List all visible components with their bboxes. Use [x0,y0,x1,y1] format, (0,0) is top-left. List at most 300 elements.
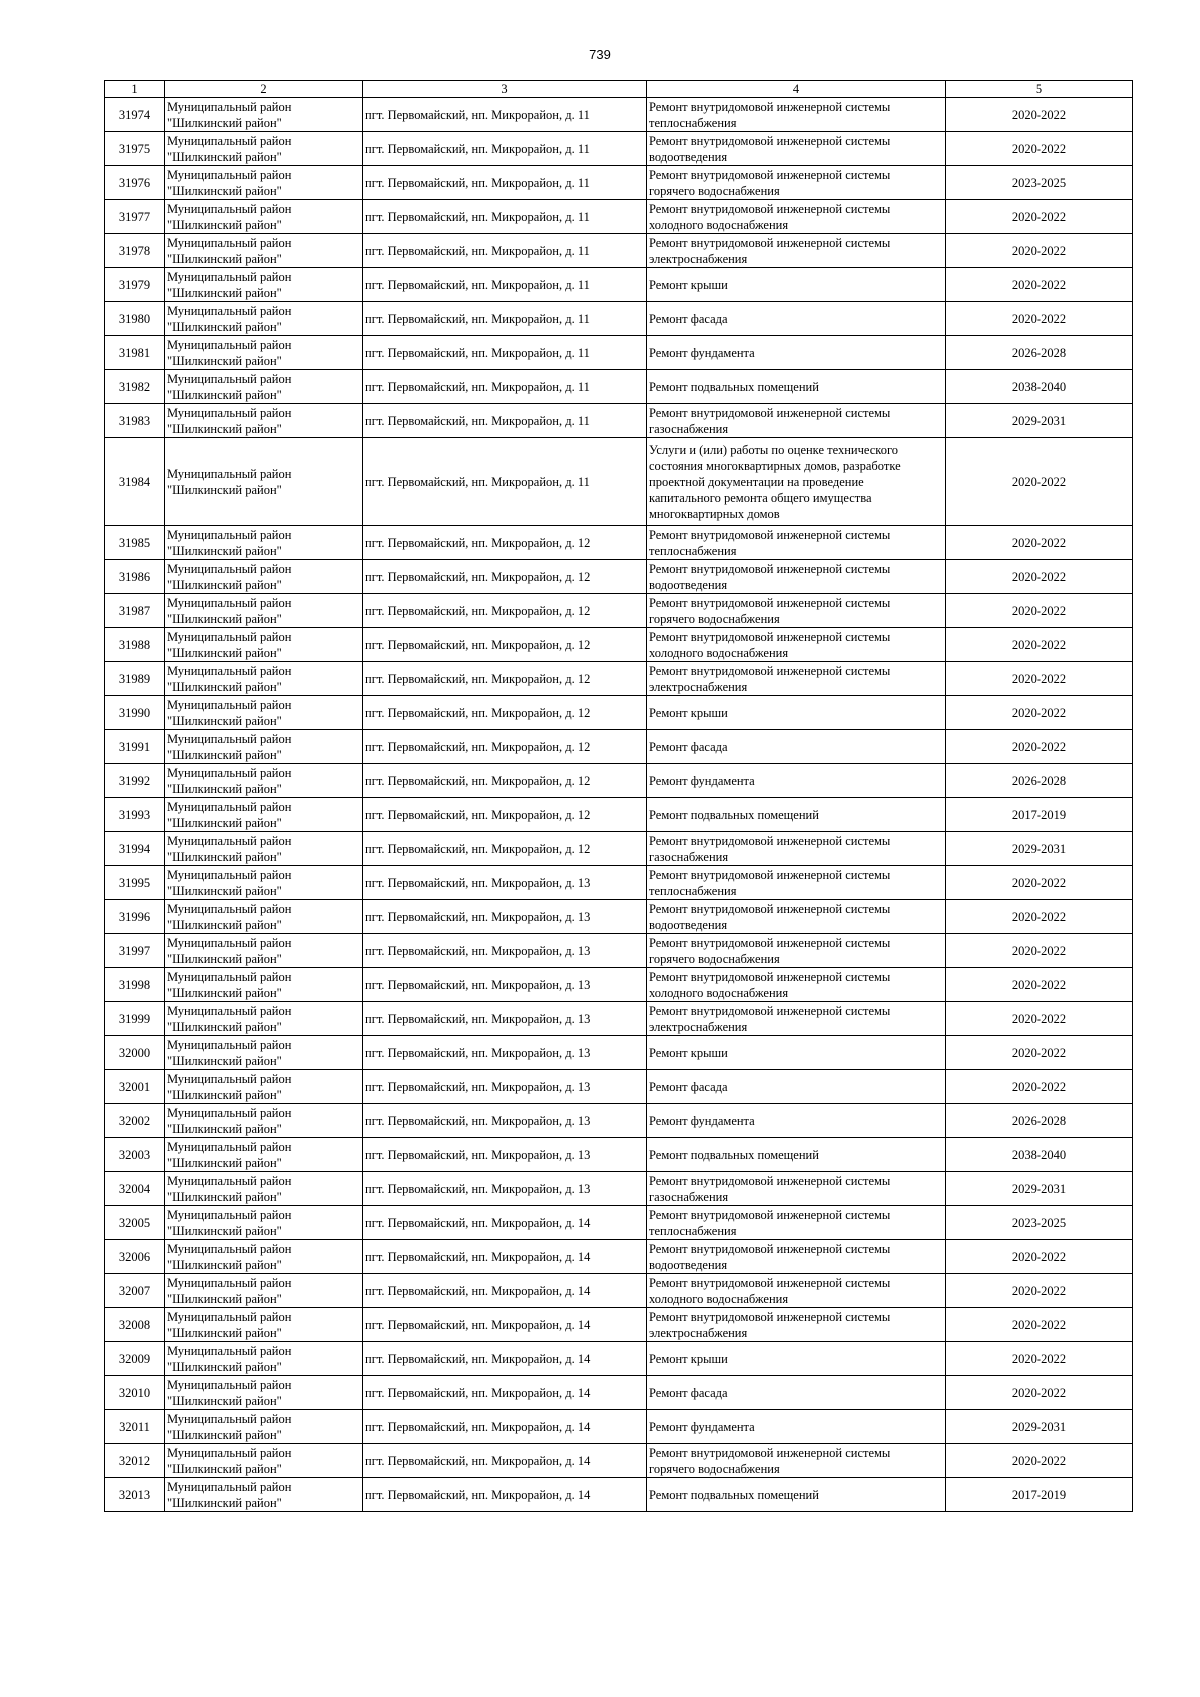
period-cell: 2020-2022 [946,1444,1133,1478]
header-cell: 3 [363,81,647,98]
work-type-cell [647,526,946,560]
work-type-cell [647,438,946,526]
cell-line: "Шилкинский район" [167,713,282,728]
municipality-cell [165,764,363,798]
cell-line: Муниципальный район [167,1445,292,1460]
work-type-cell [647,730,946,764]
cell-line: электроснабжения [649,1325,748,1340]
work-type-cell [647,1410,946,1444]
cell-line: Муниципальный район [167,765,292,780]
cell-line: состояния многоквартирных домов, разработке [649,458,901,473]
period-cell: 2020-2022 [946,526,1133,560]
address-cell: пгт. Первомайский, нп. Микрорайон, д. 11 [363,132,647,166]
cell-line: "Шилкинский район" [167,1087,282,1102]
work-type-cell [647,696,946,730]
cell-line: Муниципальный район [167,799,292,814]
address-cell: пгт. Первомайский, нп. Микрорайон, д. 14 [363,1308,647,1342]
work-type-cell [647,370,946,404]
address-cell: пгт. Первомайский, нп. Микрорайон, д. 14 [363,1342,647,1376]
address-cell: пгт. Первомайский, нп. Микрорайон, д. 11 [363,268,647,302]
municipality-cell [165,98,363,132]
table-row [105,1376,1133,1410]
table-row [105,200,1133,234]
address-cell: пгт. Первомайский, нп. Микрорайон, д. 14 [363,1410,647,1444]
address-cell: пгт. Первомайский, нп. Микрорайон, д. 12 [363,628,647,662]
cell-line: "Шилкинский район" [167,1121,282,1136]
table-row [105,1444,1133,1478]
municipality-cell [165,1070,363,1104]
row-number-cell: 32012 [105,1444,165,1478]
work-type-cell [647,1478,946,1512]
cell-line: "Шилкинский район" [167,951,282,966]
period-cell: 2026-2028 [946,336,1133,370]
cell-line: электроснабжения [649,1019,748,1034]
table-row [105,438,1133,526]
row-number-cell: 31993 [105,798,165,832]
address-cell: пгт. Первомайский, нп. Микрорайон, д. 12 [363,832,647,866]
cell-line: Ремонт внутридомовой инженерной системы [649,867,891,882]
cell-line: "Шилкинский район" [167,611,282,626]
period-cell: 2020-2022 [946,1036,1133,1070]
cell-line: Муниципальный район [167,1479,292,1494]
row-number-cell: 31978 [105,234,165,268]
cell-line: "Шилкинский район" [167,1325,282,1340]
work-type-cell [647,1274,946,1308]
table-row [105,730,1133,764]
work-type-cell [647,1002,946,1036]
cell-line: Муниципальный район [167,1343,292,1358]
cell-line: "Шилкинский район" [167,1155,282,1170]
cell-line: "Шилкинский район" [167,917,282,932]
address-cell: пгт. Первомайский, нп. Микрорайон, д. 13 [363,934,647,968]
cell-line: "Шилкинский район" [167,985,282,1000]
work-type-cell [647,404,946,438]
row-number-cell: 32010 [105,1376,165,1410]
cell-line: "Шилкинский район" [167,1427,282,1442]
row-number-cell: 31976 [105,166,165,200]
cell-line: "Шилкинский район" [167,883,282,898]
table-row [105,1036,1133,1070]
cell-line: горячего водоснабжения [649,1461,780,1476]
work-type-cell [647,866,946,900]
row-number-cell: 31991 [105,730,165,764]
row-number-cell: 31981 [105,336,165,370]
row-number-cell: 32008 [105,1308,165,1342]
period-cell: 2020-2022 [946,934,1133,968]
row-number-cell: 31994 [105,832,165,866]
period-cell: 2029-2031 [946,1172,1133,1206]
cell-line: капитального ремонта общего имущества [649,490,872,505]
table-row [105,628,1133,662]
cell-line: "Шилкинский район" [167,1189,282,1204]
address-cell: пгт. Первомайский, нп. Микрорайон, д. 12 [363,526,647,560]
header-cell: 1 [105,81,165,98]
cell-line: Ремонт подвальных помещений [649,1487,819,1502]
period-cell: 2020-2022 [946,268,1133,302]
cell-line: Ремонт фасада [649,311,728,326]
table-row [105,98,1133,132]
row-number-cell: 31975 [105,132,165,166]
cell-line: водоотведения [649,149,728,164]
cell-line: водоотведения [649,577,728,592]
table-row [105,798,1133,832]
row-number-cell: 31998 [105,968,165,1002]
period-cell: 2029-2031 [946,1410,1133,1444]
table-row [105,1070,1133,1104]
period-cell: 2020-2022 [946,968,1133,1002]
cell-line: Ремонт фундамента [649,1113,755,1128]
row-number-cell: 31987 [105,594,165,628]
period-cell: 2023-2025 [946,166,1133,200]
cell-line: Муниципальный район [167,1139,292,1154]
address-cell: пгт. Первомайский, нп. Микрорайон, д. 14 [363,1478,647,1512]
cell-line: теплоснабжения [649,115,737,130]
municipality-cell [165,1206,363,1240]
period-cell: 2017-2019 [946,798,1133,832]
cell-line: Ремонт фундамента [649,345,755,360]
municipality-cell [165,404,363,438]
cell-line: "Шилкинский район" [167,115,282,130]
municipality-cell [165,526,363,560]
cell-line: Муниципальный район [167,1037,292,1052]
row-number-cell: 31974 [105,98,165,132]
row-number-cell: 32002 [105,1104,165,1138]
address-cell: пгт. Первомайский, нп. Микрорайон, д. 13 [363,866,647,900]
row-number-cell: 32011 [105,1410,165,1444]
cell-line: "Шилкинский район" [167,1291,282,1306]
municipality-cell [165,1240,363,1274]
cell-line: Муниципальный район [167,867,292,882]
row-number-cell: 31980 [105,302,165,336]
address-cell: пгт. Первомайский, нп. Микрорайон, д. 11 [363,98,647,132]
period-cell: 2020-2022 [946,1274,1133,1308]
municipality-cell [165,1410,363,1444]
period-cell: 2023-2025 [946,1206,1133,1240]
cell-line: Ремонт внутридомовой инженерной системы [649,595,891,610]
address-cell: пгт. Первомайский, нп. Микрорайон, д. 14 [363,1376,647,1410]
address-cell: пгт. Первомайский, нп. Микрорайон, д. 12 [363,696,647,730]
cell-line: горячего водоснабжения [649,611,780,626]
municipality-cell [165,302,363,336]
cell-line: Муниципальный район [167,99,292,114]
cell-line: Ремонт подвальных помещений [649,1147,819,1162]
row-number-cell: 31984 [105,438,165,526]
table-row [105,132,1133,166]
period-cell: 2020-2022 [946,1002,1133,1036]
cell-line: Ремонт внутридомовой инженерной системы [649,969,891,984]
cell-line: Муниципальный район [167,561,292,576]
cell-line: Муниципальный район [167,1241,292,1256]
work-type-cell [647,832,946,866]
cell-line: "Шилкинский район" [167,849,282,864]
cell-line: "Шилкинский район" [167,319,282,334]
cell-line: "Шилкинский район" [167,543,282,558]
municipality-cell [165,730,363,764]
municipality-cell [165,166,363,200]
cell-line: Ремонт внутридомовой инженерной системы [649,629,891,644]
cell-line: Муниципальный район [167,1377,292,1392]
work-type-cell [647,1070,946,1104]
municipality-cell [165,968,363,1002]
work-type-cell [647,268,946,302]
period-cell: 2017-2019 [946,1478,1133,1512]
address-cell: пгт. Первомайский, нп. Микрорайон, д. 13 [363,1036,647,1070]
cell-line: Ремонт крыши [649,1045,728,1060]
cell-line: "Шилкинский район" [167,645,282,660]
cell-line: Ремонт фундамента [649,1419,755,1434]
cell-line: Муниципальный район [167,201,292,216]
period-cell: 2020-2022 [946,628,1133,662]
work-type-cell [647,1172,946,1206]
header-cell: 2 [165,81,363,98]
row-number-cell: 32000 [105,1036,165,1070]
municipality-cell [165,1138,363,1172]
address-cell: пгт. Первомайский, нп. Микрорайон, д. 11 [363,336,647,370]
municipality-cell [165,1002,363,1036]
column-number-header [105,81,1133,98]
cell-line: "Шилкинский район" [167,1495,282,1510]
address-cell: пгт. Первомайский, нп. Микрорайон, д. 11 [363,166,647,200]
cell-line: газоснабжения [649,849,729,864]
municipality-cell [165,438,363,526]
address-cell: пгт. Первомайский, нп. Микрорайон, д. 14 [363,1206,647,1240]
period-cell: 2020-2022 [946,730,1133,764]
cell-line: Ремонт внутридомовой инженерной системы [649,901,891,916]
table-row [105,1172,1133,1206]
address-cell: пгт. Первомайский, нп. Микрорайон, д. 11 [363,302,647,336]
row-number-cell: 32004 [105,1172,165,1206]
table-row [105,866,1133,900]
address-cell: пгт. Первомайский, нп. Микрорайон, д. 13 [363,1002,647,1036]
cell-line: Муниципальный район [167,405,292,420]
address-cell: пгт. Первомайский, нп. Микрорайон, д. 11 [363,234,647,268]
cell-line: Муниципальный район [167,1071,292,1086]
work-type-cell [647,1342,946,1376]
row-number-cell: 32009 [105,1342,165,1376]
cell-line: "Шилкинский район" [167,1053,282,1068]
table-row [105,1308,1133,1342]
period-cell: 2020-2022 [946,900,1133,934]
cell-line: Ремонт внутридомовой инженерной системы [649,561,891,576]
table-row [105,302,1133,336]
work-type-cell [647,200,946,234]
work-type-cell [647,968,946,1002]
cell-line: Ремонт внутридомовой инженерной системы [649,201,891,216]
cell-line: "Шилкинский район" [167,679,282,694]
cell-line: "Шилкинский район" [167,353,282,368]
cell-line: холодного водоснабжения [649,985,789,1000]
cell-line: Ремонт внутридомовой инженерной системы [649,1275,891,1290]
address-cell: пгт. Первомайский, нп. Микрорайон, д. 14 [363,1240,647,1274]
cell-line: Муниципальный район [167,167,292,182]
period-cell: 2020-2022 [946,1070,1133,1104]
address-cell: пгт. Первомайский, нп. Микрорайон, д. 12 [363,560,647,594]
period-cell: 2020-2022 [946,234,1133,268]
cell-line: "Шилкинский район" [167,285,282,300]
address-cell: пгт. Первомайский, нп. Микрорайон, д. 12 [363,730,647,764]
period-cell: 2038-2040 [946,1138,1133,1172]
cell-line: водоотведения [649,1257,728,1272]
period-cell: 2029-2031 [946,832,1133,866]
row-number-cell: 31983 [105,404,165,438]
address-cell: пгт. Первомайский, нп. Микрорайон, д. 12 [363,594,647,628]
cell-line: "Шилкинский район" [167,1359,282,1374]
cell-line: Муниципальный район [167,235,292,250]
cell-line: Муниципальный район [167,1207,292,1222]
period-cell: 2026-2028 [946,764,1133,798]
work-type-cell [647,336,946,370]
address-cell: пгт. Первомайский, нп. Микрорайон, д. 13 [363,1070,647,1104]
table-body [105,81,1133,1512]
cell-line: Ремонт крыши [649,277,728,292]
header-cell: 4 [647,81,946,98]
cell-line: Ремонт фундамента [649,773,755,788]
period-cell: 2020-2022 [946,200,1133,234]
period-cell: 2020-2022 [946,696,1133,730]
municipality-cell [165,1172,363,1206]
table-row [105,900,1133,934]
cell-line: "Шилкинский район" [167,251,282,266]
cell-line: Ремонт внутридомовой инженерной системы [649,1309,891,1324]
address-cell: пгт. Первомайский, нп. Микрорайон, д. 11 [363,438,647,526]
work-type-cell [647,764,946,798]
cell-line: Муниципальный район [167,527,292,542]
cell-line: газоснабжения [649,421,729,436]
municipality-cell [165,1376,363,1410]
municipality-cell [165,696,363,730]
row-number-cell: 31982 [105,370,165,404]
work-type-cell [647,594,946,628]
row-number-cell: 31979 [105,268,165,302]
row-number-cell: 32005 [105,1206,165,1240]
cell-line: Муниципальный район [167,833,292,848]
work-type-cell [647,166,946,200]
cell-line: Муниципальный район [167,969,292,984]
cell-line: теплоснабжения [649,543,737,558]
period-cell: 2020-2022 [946,302,1133,336]
work-type-cell [647,1308,946,1342]
cell-line: "Шилкинский район" [167,815,282,830]
cell-line: Ремонт внутридомовой инженерной системы [649,935,891,950]
municipality-cell [165,132,363,166]
municipality-cell [165,1444,363,1478]
row-number-cell: 31989 [105,662,165,696]
row-number-cell: 32006 [105,1240,165,1274]
table-row [105,1104,1133,1138]
address-cell: пгт. Первомайский, нп. Микрорайон, д. 13 [363,1172,647,1206]
register-table [104,80,1133,1512]
row-number-cell: 32007 [105,1274,165,1308]
municipality-cell [165,662,363,696]
cell-line: Муниципальный район [167,629,292,644]
cell-line: "Шилкинский район" [167,217,282,232]
row-number-cell: 31997 [105,934,165,968]
municipality-cell [165,1478,363,1512]
cell-line: Ремонт крыши [649,1351,728,1366]
period-cell: 2020-2022 [946,98,1133,132]
cell-line: Ремонт подвальных помещений [649,379,819,394]
address-cell: пгт. Первомайский, нп. Микрорайон, д. 13 [363,968,647,1002]
address-cell: пгт. Первомайский, нп. Микрорайон, д. 13 [363,1138,647,1172]
cell-line: Муниципальный район [167,133,292,148]
municipality-cell [165,1104,363,1138]
cell-line: Ремонт внутридомовой инженерной системы [649,1003,891,1018]
work-type-cell [647,934,946,968]
table-row [105,526,1133,560]
municipality-cell [165,336,363,370]
cell-line: Муниципальный район [167,595,292,610]
cell-line: "Шилкинский район" [167,421,282,436]
table-row [105,1206,1133,1240]
cell-line: теплоснабжения [649,1223,737,1238]
municipality-cell [165,1036,363,1070]
cell-line: Ремонт внутридомовой инженерной системы [649,405,891,420]
cell-line: теплоснабжения [649,883,737,898]
cell-line: горячего водоснабжения [649,183,780,198]
cell-line: Муниципальный район [167,466,292,481]
table-row [105,404,1133,438]
cell-line: Ремонт крыши [649,705,728,720]
cell-line: Ремонт внутридомовой инженерной системы [649,235,891,250]
row-number-cell: 31986 [105,560,165,594]
period-cell: 2020-2022 [946,438,1133,526]
work-type-cell [647,900,946,934]
period-cell: 2020-2022 [946,662,1133,696]
row-number-cell: 32003 [105,1138,165,1172]
municipality-cell [165,1274,363,1308]
row-number-cell: 31992 [105,764,165,798]
table-row [105,370,1133,404]
cell-line: Ремонт фасада [649,1079,728,1094]
period-cell: 2020-2022 [946,594,1133,628]
table-row [105,968,1133,1002]
municipality-cell [165,594,363,628]
cell-line: Ремонт внутридомовой инженерной системы [649,1445,891,1460]
header-cell: 5 [946,81,1133,98]
cell-line: многоквартирных домов [649,506,780,521]
work-type-cell [647,662,946,696]
table-row [105,336,1133,370]
table-row [105,832,1133,866]
address-cell: пгт. Первомайский, нп. Микрорайон, д. 11 [363,200,647,234]
row-number-cell: 31990 [105,696,165,730]
municipality-cell [165,934,363,968]
row-number-cell: 32013 [105,1478,165,1512]
table-row [105,594,1133,628]
work-type-cell [647,560,946,594]
row-number-cell: 32001 [105,1070,165,1104]
cell-line: "Шилкинский район" [167,1223,282,1238]
table-row [105,662,1133,696]
cell-line: Муниципальный район [167,337,292,352]
cell-line: Ремонт внутридомовой инженерной системы [649,527,891,542]
address-cell: пгт. Первомайский, нп. Микрорайон, д. 13 [363,900,647,934]
cell-line: холодного водоснабжения [649,217,789,232]
work-type-cell [647,132,946,166]
cell-line: Муниципальный район [167,697,292,712]
work-type-cell [647,1376,946,1410]
municipality-cell [165,900,363,934]
cell-line: Ремонт фасада [649,1385,728,1400]
cell-line: Муниципальный район [167,371,292,386]
period-cell: 2029-2031 [946,404,1133,438]
municipality-cell [165,1308,363,1342]
cell-line: водоотведения [649,917,728,932]
cell-line: Ремонт внутридомовой инженерной системы [649,663,891,678]
cell-line: Ремонт внутридомовой инженерной системы [649,133,891,148]
cell-line: Ремонт внутридомовой инженерной системы [649,1173,891,1188]
cell-line: Услуги и (или) работы по оценке технического [649,442,899,457]
